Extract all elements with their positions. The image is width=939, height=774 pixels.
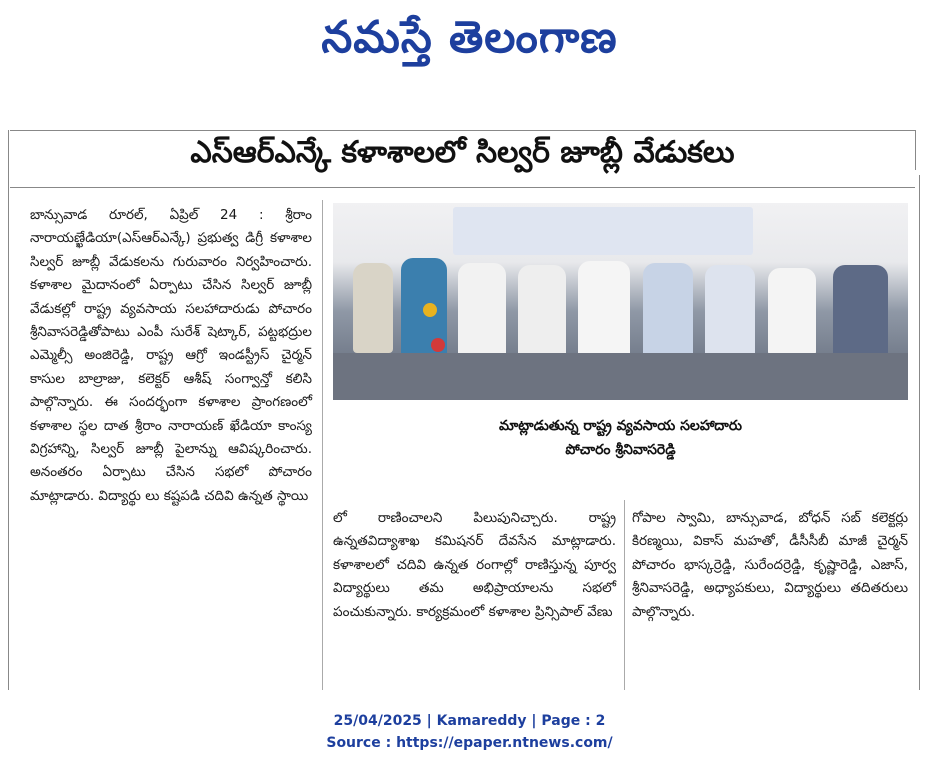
right-rule-top (915, 130, 916, 170)
photo-garland (431, 338, 445, 352)
photo-person (833, 265, 888, 357)
event-photo (333, 203, 908, 400)
headline-underline (10, 187, 915, 188)
column-divider-1 (322, 200, 323, 690)
article-column-1: బాన్సువాడ రూరల్, ఏప్రిల్ 24 : శ్రీరాం నారాయణ్ఖేడియా(ఎస్ఆర్ఎన్కే) ప్రభుత్వ డిగ్రీ కళాశాల సిల్వర్ జూబ్లీ వేడుకలను గురువారం నిర్వహించారు. కళాశాల మైదానంలో ఏర్పాటు చేసిన సిల్వర్ జూబ్లీ వేడుకల్లో రాష్ట్ర వ్యవసాయ సలహాదారుడు పోచారం శ్రీనివాసరెడ్డితోపాటు ఎంపీ సురేశ్ షెట్కార్, పట్టభద్రుల ఎమ్మెల్సీ అంజిరెడ్డి, రాష్ట్ర ఆగ్రో ఇండస్ట్రీస్ చైర్మన్ కాసుల బాల్రాజు, కలెక్టర్ ఆశీష్ సంగ్వాన్తో కలిసి పాల్గొన్నారు. ఈ సందర్భంగా కళాశాల ప్రాంగణంలో కళాశాల స్థల దాత శ్రీరాం నారాయణ్ ఖేడియా కాంస్య విగ్రహాన్ని, సిల్వర్ జూబ్లీ పైలాన్ను ఆవిష్కరించారు. అనంతరం ఏర్పాటు చేసిన సభలో పోచారం మాట్లాడారు. విద్యార్థు లు కష్టపడి చదివి ఉన్నత స్థాయి (30, 207, 312, 504)
article-headline: ఎస్ఆర్ఎన్కే కళాశాలలో సిల్వర్ జూబ్లీ వేడుకలు (190, 135, 735, 170)
photo-person (458, 263, 506, 358)
photo-person (353, 263, 393, 353)
photo-caption (333, 414, 908, 462)
photo-person (705, 265, 755, 357)
article-column-2: లో రాణించాలని పిలుపునిచ్చారు. రాష్ట్ర ఉన్నతవిద్యాశాఖ కమిషనర్ దేవసేన మాట్లాడారు. కళాశాలలో చదివి ఉన్నత రంగాల్లో రాణిస్తున్న పూర్వ విద్యార్థులు తమ అభిప్రాయాలను సభలో పంచుకున్నారు. కార్యక్రమంలో కళాశాల ప్రిన్సిపాల్ వేణు (333, 510, 616, 620)
footer-source-line: Source : https://epaper.ntnews.com/ (326, 735, 613, 751)
photo-person (518, 265, 566, 357)
newspaper-masthead: నమస్తే తెలంగాణ (321, 12, 618, 63)
footer-date-line: 25/04/2025 | Kamareddy | Page : 2 (333, 713, 606, 729)
right-border (919, 175, 920, 690)
caption-line-1: మాట్లాడుతున్న రాష్ట్ర వ్యవసాయ సలహాదారు (498, 418, 743, 434)
page-footer (0, 710, 939, 754)
photo-dais-table (333, 353, 908, 400)
photo-person (768, 268, 816, 356)
article-column-3: గోపాల స్వామి, బాన్సువాడ, బోధన్ సబ్ కలెక్టర్లు కిరణ్మయి, వికాస్ మహతో, డీసీసీబీ మాజీ చైర్మన్ పోచారం భాస్కర్రెడ్డి, సురేందర్రెడ్డి, కృష్ణారెడ్డి, ఎజాస్, శ్రీనివాసరెడ్డి, అధ్యాపకులు, విద్యార్థులు తదితరులు పాల్గొన్నారు. (632, 510, 908, 620)
left-border (8, 130, 9, 690)
photo-person (643, 263, 693, 358)
photo-person (578, 261, 630, 359)
photo-banner (453, 207, 753, 255)
photo-garland (423, 303, 437, 317)
caption-line-2: పోచారం శ్రీనివాసరెడ్డి (565, 442, 676, 458)
column-divider-2 (624, 500, 625, 690)
